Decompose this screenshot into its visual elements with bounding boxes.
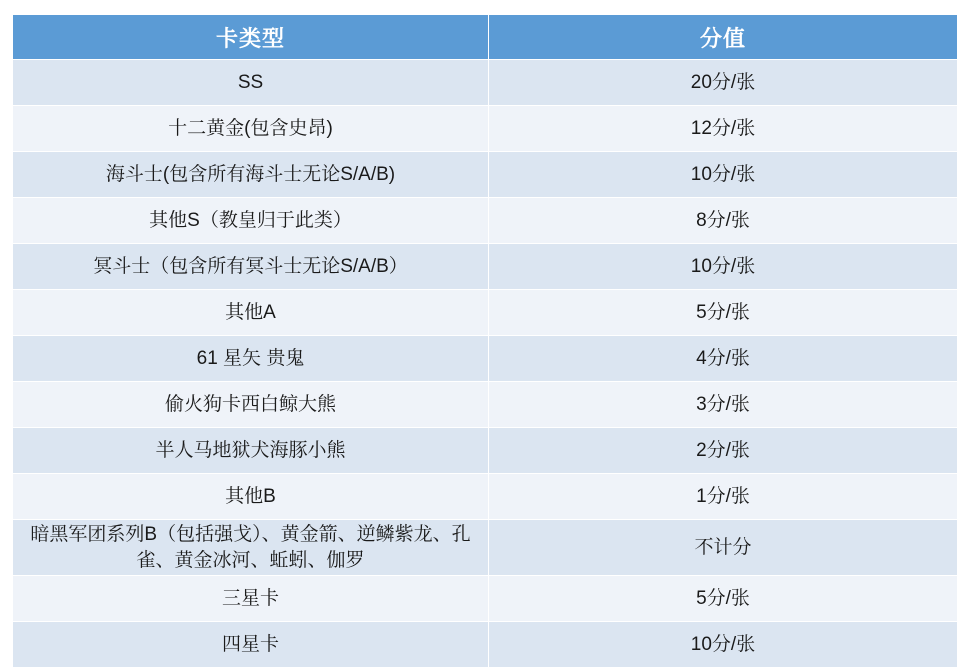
cell-card-type: SS (13, 60, 489, 106)
table-row (13, 60, 958, 106)
cell-score-value: 12分/张 (489, 106, 958, 152)
table-row (13, 576, 958, 622)
cell-card-type: 冥斗士（包含所有冥斗士无论S/A/B） (13, 244, 489, 290)
cell-score-value: 10分/张 (489, 244, 958, 290)
table-row (13, 622, 958, 668)
cell-card-type: 61 星矢 贵鬼 (13, 336, 489, 382)
table-body (13, 60, 958, 668)
table-row (13, 520, 958, 576)
cell-score-value: 3分/张 (489, 382, 958, 428)
cell-score-value: 2分/张 (489, 428, 958, 474)
column-header-score: 分值 (489, 15, 958, 60)
column-header-card-type: 卡类型 (13, 15, 489, 60)
cell-card-type: 其他B (13, 474, 489, 520)
cell-card-type: 半人马地狱犬海豚小熊 (13, 428, 489, 474)
cell-score-value: 5分/张 (489, 576, 958, 622)
table-row (13, 382, 958, 428)
cell-card-type: 其他S（教皇归于此类） (13, 198, 489, 244)
cell-score-value: 8分/张 (489, 198, 958, 244)
table-header-row (13, 15, 958, 60)
table-row (13, 244, 958, 290)
cell-score-value: 不计分 (489, 520, 958, 576)
cell-score-value: 4分/张 (489, 336, 958, 382)
cell-card-type: 十二黄金(包含史昂) (13, 106, 489, 152)
cell-score-value: 10分/张 (489, 622, 958, 668)
cell-score-value: 1分/张 (489, 474, 958, 520)
cell-card-type: 偷火狗卡西白鲸大熊 (13, 382, 489, 428)
table-row (13, 152, 958, 198)
cell-card-type: 其他A (13, 290, 489, 336)
cell-card-type: 三星卡 (13, 576, 489, 622)
table-row (13, 290, 958, 336)
table-row (13, 336, 958, 382)
table-row (13, 474, 958, 520)
cell-card-type: 四星卡 (13, 622, 489, 668)
table-row (13, 198, 958, 244)
cell-score-value: 10分/张 (489, 152, 958, 198)
cell-card-type: 暗黑军团系列B（包括强戈）、黄金箭、逆鳞紫龙、孔雀、黄金冰河、蚯蚓、伽罗 (13, 520, 489, 576)
table-header (13, 15, 958, 60)
cell-score-value: 5分/张 (489, 290, 958, 336)
cell-card-type: 海斗士(包含所有海斗士无论S/A/B) (13, 152, 489, 198)
cell-score-value: 20分/张 (489, 60, 958, 106)
card-score-table (12, 14, 958, 668)
table-row (13, 106, 958, 152)
table-row (13, 428, 958, 474)
